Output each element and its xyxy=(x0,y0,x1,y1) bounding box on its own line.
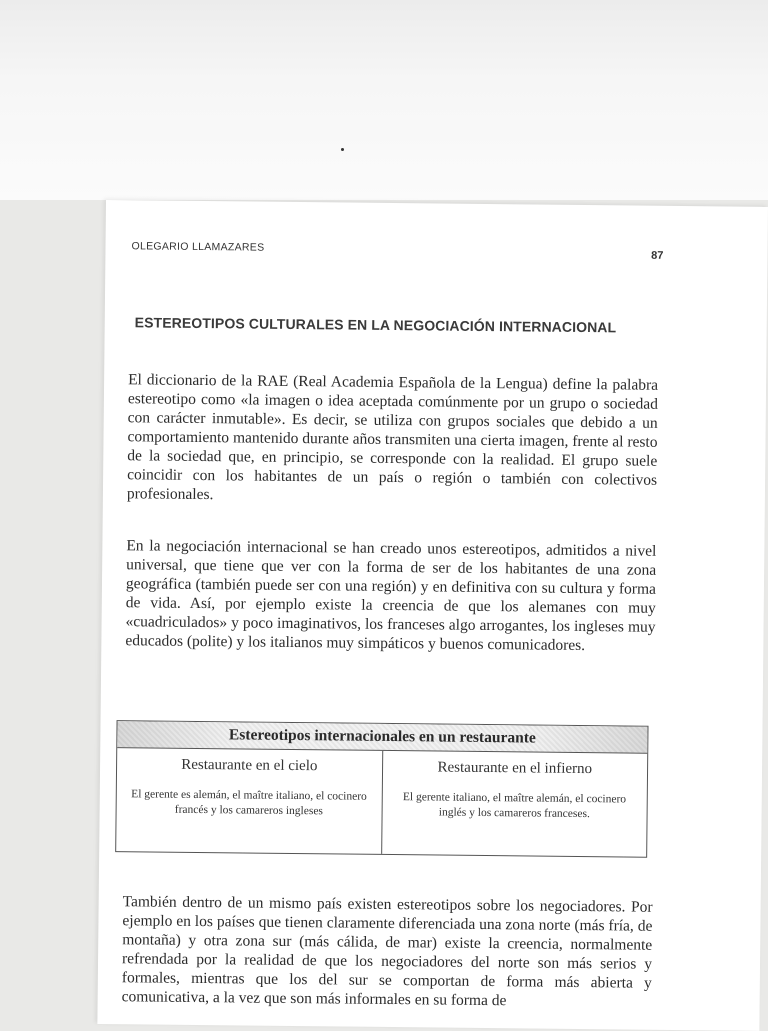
chapter-title: ESTEREOTIPOS CULTURALES EN LA NEGOCIACIÓN INTERNACIONAL xyxy=(134,314,617,336)
paragraph-regional-stereotypes: También dentro de un mismo país existen estereotipos sobre los negociadores. Por ejemplo en los países que tienen claramente diferenciada una zona norte (más fría, de montaña) y otra zona sur (más cálida, de mar) existe la creencia, normalmente refrendada por la realidad de que los negociadores del norte son más serios y formales, mientras que los del sur se comportan de forma más abierta y comunicativa, a la vez que son más informales en su forma de xyxy=(121,893,653,1010)
page-number: 87 xyxy=(651,249,664,262)
paragraph-international-stereotypes: En la negociación internacional se han creado unos estereotipos, admitidos a nivel universal, que tiene que ver con la forma de ser de los habitantes de una zona geográfica (también puede ser con una región) y en definitiva con su cultura y forma de vida. Así, por ejemplo existe la creencia de que los alemanes con muy «cuadriculados» y poco imaginativos, los franceses algo arrogantes, los ingleses muy educados (polite) y los italianos muy simpáticos y buenos comunicadores. xyxy=(125,537,657,655)
column-text-hell: El gerente italiano, el maître alemán, el cocinero inglés y los camareros franceses. xyxy=(402,791,627,821)
table-body xyxy=(116,748,647,857)
stereotypes-table xyxy=(115,720,648,858)
scan-background xyxy=(0,0,768,200)
scan-speck xyxy=(341,148,344,151)
table-column-hell xyxy=(381,751,648,857)
table-column-heaven xyxy=(116,748,382,854)
column-heading-heaven: Restaurante en el cielo xyxy=(181,756,318,775)
column-text-heaven: El gerente es alemán, el maître italiano, el cocinero francés y los camareros ingleses xyxy=(131,788,367,818)
book-page xyxy=(97,200,768,1031)
column-heading-hell: Restaurante en el infierno xyxy=(437,759,593,778)
paragraph-rae-definition: El diccionario de la RAE (Real Academia Española de la Lengua) define la palabra estereotipo como «la imagen o idea aceptada comúnmente por un grupo o sociedad con carácter inmutable». Es decir, se utiliza con grupos sociales que debido a un comportamiento mantenido durante años transmiten una cierta imagen, frente al resto de la sociedad que, en principio, se corresponde con la realidad. El grupo suele coincidir con los habitantes de un país o región o también con colectivos profesionales. xyxy=(126,371,659,504)
running-head-author: OLEGARIO LLAMAZARES xyxy=(131,240,265,254)
table-title: Estereotipos internacionales en un restaurante xyxy=(117,721,647,754)
